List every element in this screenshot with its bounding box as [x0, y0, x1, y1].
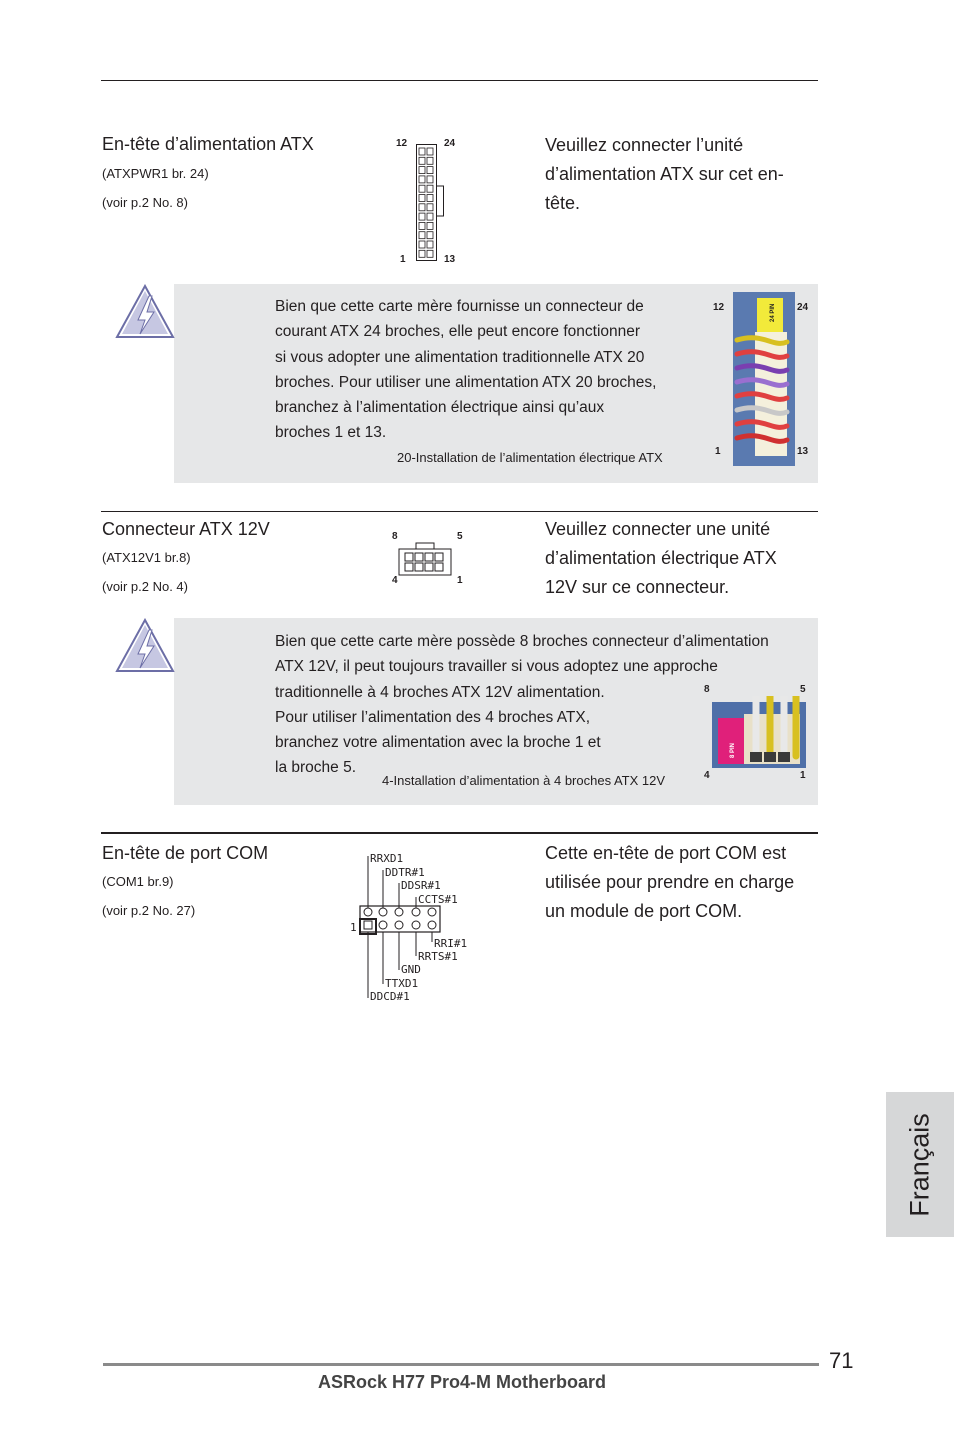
com-signal-rri1: RRI#1 [434, 937, 468, 950]
com-signal-rrxd1: RRXD1 [370, 852, 404, 865]
pin-label-24: 24 [444, 138, 456, 149]
atx12v-connector-icon [398, 542, 452, 576]
atx-pin-cell [419, 204, 425, 211]
com-signal-ddcd1: DDCD#1 [370, 990, 410, 1003]
atx12v-see: (voir p.2 No. 4) [102, 579, 188, 594]
com-signal-gnd: GND [401, 963, 421, 976]
com-description: Cette en-tête de port COM est utilisée pour prendre en charge un module de port COM. [545, 843, 795, 921]
atx-pin-cell [427, 241, 433, 248]
note-atx20-caption: 20-Installation de l’alimentation électrique ATX [397, 450, 663, 465]
note-atx12v-text: Bien que cette carte mère possède 8 broches connecteur d’alimentation ATX 12V, il peut toujours travailler si vous adoptez une approche traditionnelle à 4 broches ATX 12V alimentation. Pour utiliser l’alimentation des 4 broches ATX, branchez votre alimentation avec la broche 1 et la broche 5. [275, 633, 769, 777]
photo-pin-1c: 1 [800, 770, 806, 781]
com-pin1-label: 1 [350, 921, 357, 934]
section-rule-2 [101, 511, 818, 512]
photo-pin-13: 13 [797, 446, 809, 457]
atx12v-ref: (ATX12V1 br.8) [102, 550, 191, 565]
atx-pin-cell [419, 167, 425, 174]
com-signal-ddtr1: DDTR#1 [385, 866, 425, 879]
atx-pin-cell [427, 232, 433, 239]
atx-pin-cell [427, 250, 433, 257]
atx-power-title: En-tête d’alimentation ATX [102, 134, 314, 154]
com-see: (voir p.2 No. 27) [102, 903, 196, 918]
atx-pin-cell [419, 195, 425, 202]
atx-pin-cell [419, 241, 425, 248]
com-header-diagram [348, 850, 478, 1002]
photo-pin-5: 5 [800, 684, 806, 695]
atx-pin-cell [419, 185, 425, 192]
com-signal-rrts1: RRTS#1 [418, 950, 458, 963]
com-signal-ccts1: CCTS#1 [418, 893, 458, 906]
atx-pin-cell [419, 232, 425, 239]
atx12v-photo-icon [712, 696, 806, 768]
language-side-tab [886, 1092, 954, 1237]
pin-label-1b: 1 [457, 575, 463, 586]
atx-power-ref: (ATXPWR1 br. 24) [102, 166, 209, 181]
photo-pin-4: 4 [704, 770, 710, 781]
language-tab-label: Français [904, 1112, 935, 1217]
note-atx20-text: Bien que cette carte mère fournisse un connecteur de courant ATX 24 broches, elle peut encore fonctionner si vous adopter une alimentation traditionnelle ATX 20 broches. Pour utiliser une alimentation ATX 20 broches, branchez à l’alimentation électrique ainsi qu’aux broches 1 et 13. [275, 298, 657, 442]
atx12v-8pin-diagram [388, 528, 468, 586]
atx-pin-cell [419, 157, 425, 164]
atx12v-title: Connecteur ATX 12V [102, 519, 270, 539]
pin-label-1: 1 [400, 254, 406, 265]
atx-power-see: (voir p.2 No. 8) [102, 195, 188, 210]
note-atx12v-caption: 4-Installation d’alimentation à 4 broches ATX 12V [382, 773, 666, 788]
atx-pin-cell [419, 176, 425, 183]
top-rule [101, 80, 818, 81]
atx-pin-cell [419, 250, 425, 257]
atx-pin-cell [419, 222, 425, 229]
atx-pin-cell [427, 157, 433, 164]
photo-pin-8: 8 [704, 684, 710, 695]
atx-pin-cell [427, 195, 433, 202]
section-rule-3 [101, 832, 818, 834]
page-number: 71 [829, 1348, 854, 1373]
atx-24pin-connector-icon [416, 144, 446, 262]
footer-rule [103, 1363, 819, 1366]
warning-icon-2 [114, 618, 176, 674]
atx-pin-cell [419, 148, 425, 155]
atx-photo-icon [733, 292, 795, 466]
com-title: En-tête de port COM [102, 843, 269, 863]
footer-title: ASRock H77 Pro4-M Motherboard [318, 1372, 607, 1392]
pin-label-4: 4 [392, 575, 398, 586]
atx20-install-photo [710, 292, 814, 468]
atx12v-description: Veuillez connecter une unité d’alimentation électrique ATX 12V sur ce connecteur. [545, 519, 777, 597]
atx-power-description: Veuillez connecter l’unité d’alimentation ATX sur cet en- tête. [545, 135, 784, 213]
atx-pin-cell [427, 213, 433, 220]
pin-label-13: 13 [444, 254, 456, 265]
atx-pin-cell [427, 185, 433, 192]
com-signal-ddsr1: DDSR#1 [401, 879, 441, 892]
photo-pin-1: 1 [715, 446, 721, 457]
warning-icon [114, 284, 176, 340]
atx12v-install-photo [700, 682, 812, 782]
com-ref: (COM1 br.9) [102, 874, 174, 889]
atx-24pin-diagram [390, 136, 470, 268]
atx-pin-cell [427, 176, 433, 183]
atx12v-photo-label: 8 PIN [730, 742, 736, 758]
atx-pin-cell [427, 167, 433, 174]
atx-pin-cell [427, 204, 433, 211]
photo-pin-24: 24 [797, 302, 809, 313]
atx-pin-cell [419, 213, 425, 220]
atx-photo-label: 24 PIN [770, 303, 776, 322]
pin-label-12: 12 [396, 138, 408, 149]
com-signal-ttxd1: TTXD1 [385, 977, 419, 990]
atx-pin-cell [427, 148, 433, 155]
photo-pin-12: 12 [713, 302, 725, 313]
pin-label-8: 8 [392, 531, 398, 542]
atx-pin-cell [427, 222, 433, 229]
pin-label-5: 5 [457, 531, 463, 542]
